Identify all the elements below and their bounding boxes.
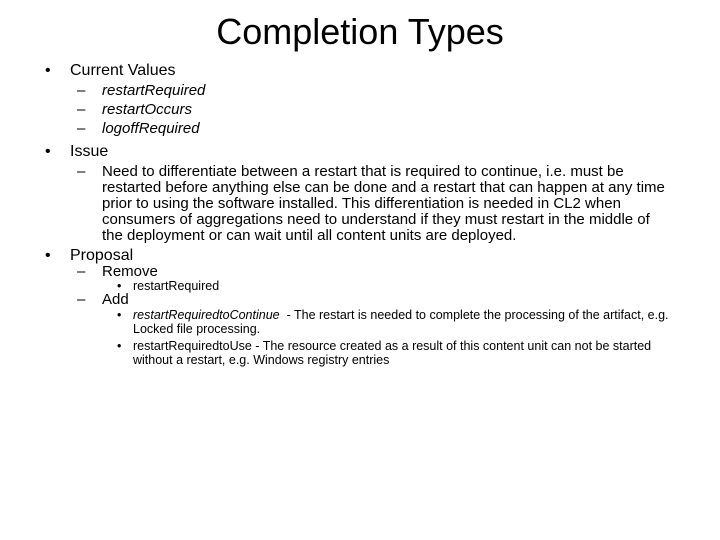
issue-heading: Issue: [70, 143, 109, 160]
bullet-dot: •: [117, 308, 122, 322]
bullet-dot: •: [117, 279, 122, 293]
dash-marker: –: [77, 120, 86, 137]
proposal-heading: Proposal: [70, 247, 134, 264]
remove-heading: Remove: [102, 263, 158, 280]
bullet-dot: •: [45, 143, 51, 160]
issue-description: Need to differentiate between a restart that is required to continue, i.e. must be restarted before anything else can be done and a restart that can happen at any time prior to using the software installed. This differentiation is needed in CL2 when consumers of aggregations need to understand if they must restart in the middle of the deployment or can wait until all content units are deployed.: [102, 163, 665, 244]
dash-marker: –: [77, 101, 86, 118]
slide-title: Completion Types: [216, 11, 504, 52]
dash-marker: –: [77, 163, 86, 180]
value-item: restartOccurs: [102, 101, 193, 118]
add-item-term: restartRequiredtoContinue: [133, 308, 280, 322]
bullet-dot: •: [45, 62, 51, 79]
value-item: restartRequired: [102, 82, 206, 99]
add-item: restartRequiredtoUse - The resource created as a result of this content unit can not be started without a restart, e.g. Windows registry entries: [133, 339, 652, 367]
remove-item: restartRequired: [133, 279, 220, 293]
add-heading: Add: [102, 291, 129, 308]
bullet-dot: •: [117, 339, 122, 353]
dash-marker: –: [77, 291, 86, 308]
add-item-text: - The restart is needed to complete the processing of the artifact, e.g. Locked file processing.: [133, 308, 672, 336]
dash-marker: –: [77, 263, 86, 280]
value-item: logoffRequired: [102, 120, 200, 137]
add-item: [133, 308, 673, 336]
current-values-heading: Current Values: [70, 62, 176, 79]
bullet-dot: •: [45, 247, 51, 264]
dash-marker: –: [77, 82, 86, 99]
